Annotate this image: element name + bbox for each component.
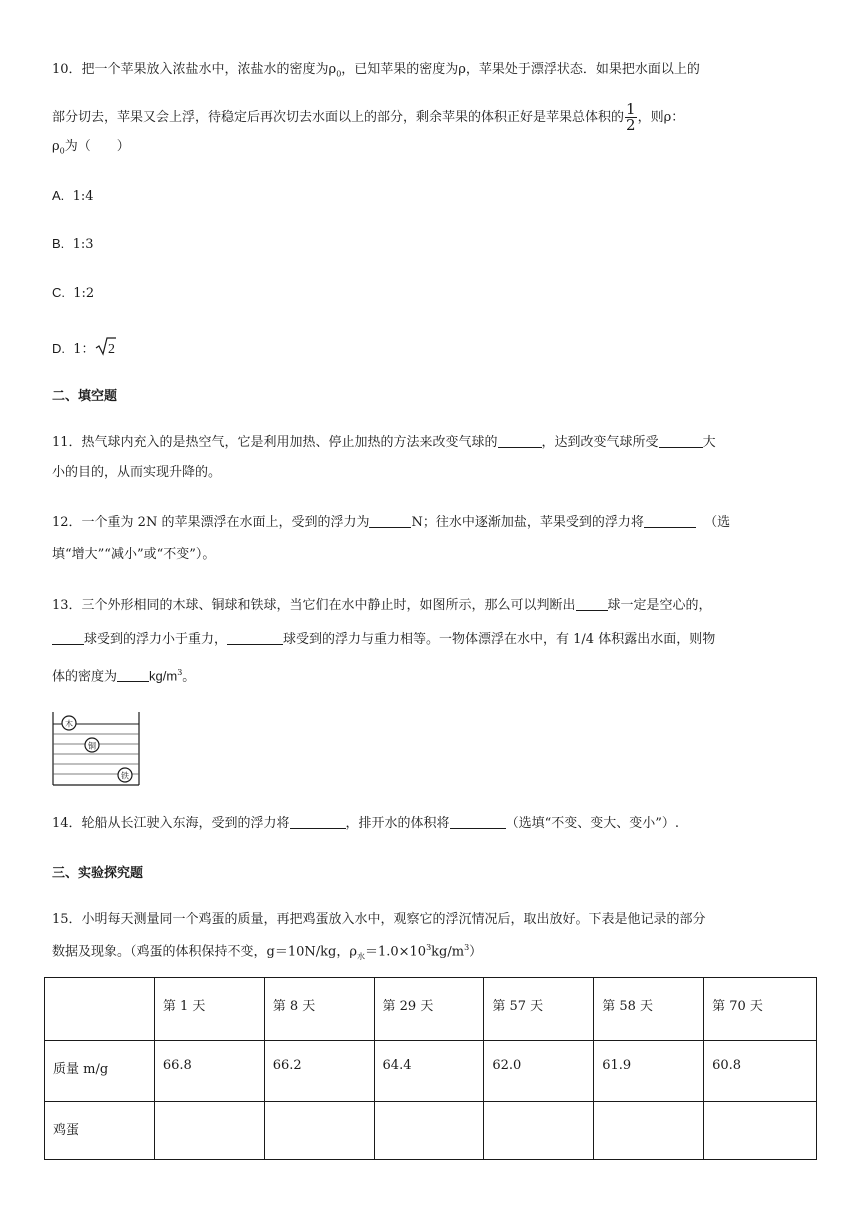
- table-header-cell: 第 70 天: [704, 978, 817, 1041]
- section-title-fill-in: 二、填空题: [52, 388, 118, 403]
- svg-text:铜: 铜: [88, 741, 96, 751]
- q14-line1: 14．轮船从长江驶入东海，受到的浮力将 ，排开水的体积将 （选填“不变、变大、变小”）.: [52, 816, 679, 831]
- table-cell: 64.4: [374, 1041, 484, 1102]
- table-cell[interactable]: [264, 1102, 374, 1160]
- q10-option-a: A. 1:4: [52, 188, 94, 204]
- answer-blank[interactable]: [576, 596, 608, 611]
- copper-ball: [85, 738, 99, 752]
- table-row-egg: [45, 1102, 817, 1160]
- table-header-cell: 第 58 天: [594, 978, 704, 1041]
- table-header-cell: 第 1 天: [154, 978, 264, 1041]
- q12-line2: 填“增大”“减小”或“不变”）。: [52, 547, 216, 562]
- fraction-one-half: $\frac{1}{2}$: [626, 100, 636, 134]
- q10-line2: 部分切去，苹果又会上浮，待稳定后再次切去水面以上的部分，剩余苹果的体积正好是苹果总体积的 $\frac{1}{2}$ ，则ρ：: [52, 100, 685, 134]
- section-title-experiment: 三、实验探究题: [52, 865, 144, 880]
- answer-blank[interactable]: [659, 433, 703, 448]
- table-cell: 66.2: [264, 1041, 374, 1102]
- q10-line3: $\rho_0$为（ ）: [52, 139, 130, 156]
- q11-line2: 小的目的，从而实现升降的。: [52, 465, 222, 480]
- table-cell[interactable]: [154, 1102, 264, 1160]
- table-cell: [45, 978, 155, 1041]
- answer-blank[interactable]: [450, 814, 506, 829]
- iron-ball: [118, 768, 132, 782]
- wood-ball: [62, 716, 76, 730]
- q12-line1: 12．一个重为 2N 的苹果漂浮在水面上，受到的浮力为 N；往水中逐渐加盐，苹果受到的浮力将 （选: [52, 515, 731, 530]
- q10-option-d: D. 1： 2: [52, 336, 117, 363]
- table-row-label: 质量 m/g: [45, 1041, 155, 1102]
- table-row-mass: [45, 1041, 817, 1102]
- svg-text:木: 木: [65, 719, 73, 729]
- table-cell: 60.8: [704, 1041, 817, 1102]
- table-cell[interactable]: [484, 1102, 594, 1160]
- egg-data-table: [44, 977, 817, 1160]
- svg-text:2: 2: [107, 342, 115, 356]
- q13-line1: 13．三个外形相同的木球、铜球和铁球，当它们在水中静止时，如图所示，那么可以判断出 球一定是空心的，: [52, 598, 712, 613]
- table-header-cell: 第 57 天: [484, 978, 594, 1041]
- table-cell: 61.9: [594, 1041, 704, 1102]
- q15-line2: 数据及现象。（鸡蛋的体积保持不变，g＝10N/kg，$\rho_水=1.0\times 10^3kg/m^3$）: [52, 943, 483, 961]
- table-cell[interactable]: [374, 1102, 484, 1160]
- table-header-row: [45, 978, 817, 1041]
- q10-option-c: C. 1:2: [52, 285, 95, 301]
- answer-blank[interactable]: [227, 630, 283, 645]
- q10-line1: 10．把一个苹果放入浓盐水中，浓盐水的密度为$\rho_0$，已知苹果的密度为ρ，苹果处于漂浮状态．如果把水面以上的: [52, 62, 700, 79]
- table-cell[interactable]: [704, 1102, 817, 1160]
- q15-line1: 15．小明每天测量同一个鸡蛋的质量，再把鸡蛋放入水中，观察它的浮沉情况后，取出放好。下表是他记录的部分: [52, 912, 706, 927]
- table-header-cell: 第 29 天: [374, 978, 484, 1041]
- table-row-label: 鸡蛋: [45, 1102, 155, 1160]
- table-cell: 62.0: [484, 1041, 594, 1102]
- balls-in-water-figure: [52, 710, 142, 786]
- answer-blank[interactable]: [498, 433, 542, 448]
- q11-line1: 11．热气球内充入的是热空气，它是利用加热、停止加热的方法来改变气球的 ，达到改变气球所受 大: [52, 435, 716, 450]
- q13-line2: 球受到的浮力小于重力， 球受到的浮力与重力相等。一物体漂浮在水中，有 1/4 体积露出水面，则物: [52, 630, 715, 650]
- q10-option-b: B. 1:3: [52, 236, 94, 252]
- answer-blank[interactable]: [52, 630, 84, 645]
- q13-line3: 体的密度为 $kg/m^3$。: [52, 668, 196, 685]
- sqrt-symbol: [95, 336, 117, 363]
- answer-blank[interactable]: [369, 513, 411, 528]
- table-cell: 66.8: [154, 1041, 264, 1102]
- table-header-cell: 第 8 天: [264, 978, 374, 1041]
- answer-blank[interactable]: [117, 667, 149, 682]
- answer-blank[interactable]: [290, 814, 346, 829]
- answer-blank[interactable]: [644, 513, 696, 528]
- table-cell[interactable]: [594, 1102, 704, 1160]
- svg-text:铁: 铁: [121, 771, 129, 781]
